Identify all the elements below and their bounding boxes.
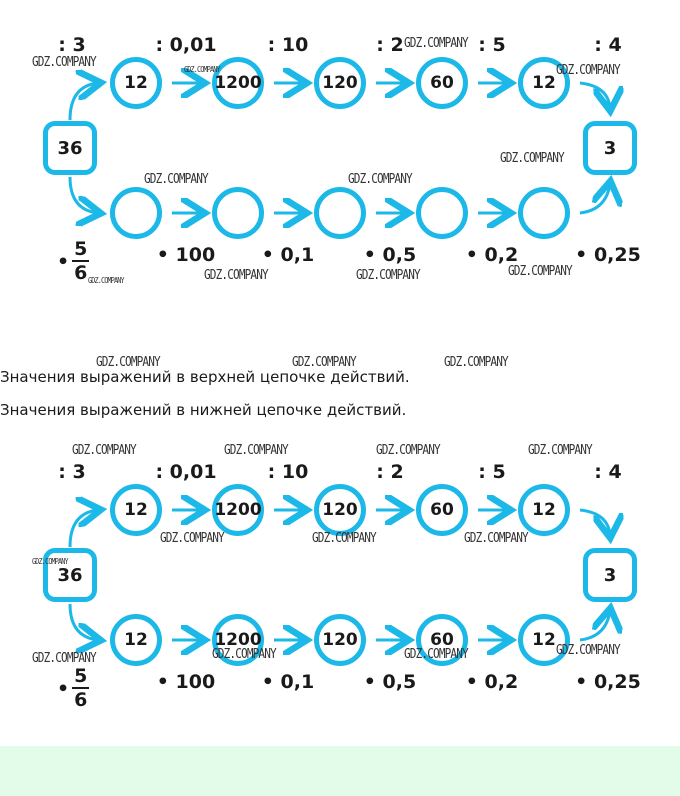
caption-lower-chain: Значения выражений в нижней цепочке действий. xyxy=(0,401,407,419)
lower-op-4: • 0,5 xyxy=(363,244,417,266)
upper-op-3: : 10 xyxy=(267,34,309,56)
multiply-dot: • xyxy=(57,677,70,700)
upper-op-1: : 3 xyxy=(58,461,86,483)
lower-node-2: 1200 xyxy=(212,614,264,666)
upper-op-4: : 2 xyxy=(376,461,404,483)
upper-op-4: : 2 xyxy=(376,34,404,56)
lower-op-6: • 0,25 xyxy=(575,671,641,693)
lower-op-3: • 0,1 xyxy=(261,671,315,693)
watermark: GDZ.COMPANY xyxy=(32,651,96,666)
arrow-start-up xyxy=(70,83,98,120)
lower-node-5 xyxy=(518,187,570,239)
watermark: GDZ.COMPANY xyxy=(528,443,592,458)
watermark: GDZ.COMPANY xyxy=(312,531,376,546)
upper-op-5: : 5 xyxy=(478,461,506,483)
upper-node-3: 120 xyxy=(314,57,366,109)
upper-op-3: : 10 xyxy=(267,461,309,483)
upper-op-6: : 4 xyxy=(594,461,622,483)
lower-op-5: • 0,2 xyxy=(465,244,519,266)
fraction-denominator: 6 xyxy=(74,262,88,284)
watermark: GDZ.COMPANY xyxy=(556,63,620,78)
end-node: 3 xyxy=(583,548,637,602)
lower-node-2 xyxy=(212,187,264,239)
watermark: GDZ.COMPANY xyxy=(500,151,564,166)
watermark: GDZ.COMPANY xyxy=(348,172,412,187)
end-node: 3 xyxy=(583,121,637,175)
upper-node-1: 12 xyxy=(110,57,162,109)
upper-node-3: 120 xyxy=(314,484,366,536)
upper-node-2: 1200 xyxy=(212,484,264,536)
caption-upper-chain: Значения выражений в верхней цепочке действий. xyxy=(0,368,410,386)
watermark: GDZ.COMPANY xyxy=(88,276,124,285)
fraction-denominator: 6 xyxy=(74,689,88,711)
lower-op-2: • 100 xyxy=(156,671,216,693)
upper-node-1: 12 xyxy=(110,484,162,536)
lower-op-4: • 0,5 xyxy=(363,671,417,693)
lower-op-3: • 0,1 xyxy=(261,244,315,266)
lower-node-1 xyxy=(110,187,162,239)
upper-op-2: : 0,01 xyxy=(155,34,217,56)
upper-op-2: : 0,01 xyxy=(155,461,217,483)
fraction-numerator: 5 xyxy=(74,238,88,260)
upper-op-6: : 4 xyxy=(594,34,622,56)
watermark: GDZ.COMPANY xyxy=(184,65,220,74)
watermark: GDZ.COMPANY xyxy=(160,531,224,546)
watermark: GDZ.COMPANY xyxy=(356,268,420,283)
watermark: GDZ.COMPANY xyxy=(404,36,468,51)
watermark: GDZ.COMPANY xyxy=(444,355,508,370)
watermark: GDZ.COMPANY xyxy=(204,268,268,283)
lower-node-3 xyxy=(314,187,366,239)
footer-band xyxy=(0,746,680,796)
upper-op-5: : 5 xyxy=(478,34,506,56)
watermark: GDZ.COMPANY xyxy=(556,643,620,658)
watermark: GDZ.COMPANY xyxy=(376,443,440,458)
lower-op-5: • 0,2 xyxy=(465,671,519,693)
lower-op-1-fraction xyxy=(57,240,89,283)
watermark: GDZ.COMPANY xyxy=(508,264,572,279)
watermark: GDZ.COMPANY xyxy=(464,531,528,546)
lower-node-1: 12 xyxy=(110,614,162,666)
lower-node-4 xyxy=(416,187,468,239)
watermark: GDZ.COMPANY xyxy=(144,172,208,187)
bottom-chain-diagram xyxy=(0,447,680,737)
upper-node-4: 60 xyxy=(416,484,468,536)
watermark: GDZ.COMPANY xyxy=(32,55,96,70)
upper-node-5: 12 xyxy=(518,57,570,109)
start-node: 36 xyxy=(43,548,97,602)
watermark: GDZ.COMPANY xyxy=(96,355,160,370)
upper-op-1: : 3 xyxy=(58,34,86,56)
watermark: GDZ.COMPANY xyxy=(212,647,276,662)
lower-op-6: • 0,25 xyxy=(575,244,641,266)
lower-op-2: • 100 xyxy=(156,244,216,266)
upper-node-2: 1200 xyxy=(212,57,264,109)
watermark: GDZ.COMPANY xyxy=(292,355,356,370)
upper-node-4: 60 xyxy=(416,57,468,109)
lower-node-5: 12 xyxy=(518,614,570,666)
watermark: GDZ.COMPANY xyxy=(32,557,68,566)
start-node: 36 xyxy=(43,121,97,175)
lower-node-3: 120 xyxy=(314,614,366,666)
lower-node-4: 60 xyxy=(416,614,468,666)
multiply-dot: • xyxy=(57,250,70,273)
lower-op-1-fraction xyxy=(57,667,89,710)
upper-node-5: 12 xyxy=(518,484,570,536)
watermark: GDZ.COMPANY xyxy=(404,647,468,662)
fraction-numerator: 5 xyxy=(74,665,88,687)
arrow-start-down xyxy=(70,177,98,213)
watermark: GDZ.COMPANY xyxy=(224,443,288,458)
watermark: GDZ.COMPANY xyxy=(72,443,136,458)
